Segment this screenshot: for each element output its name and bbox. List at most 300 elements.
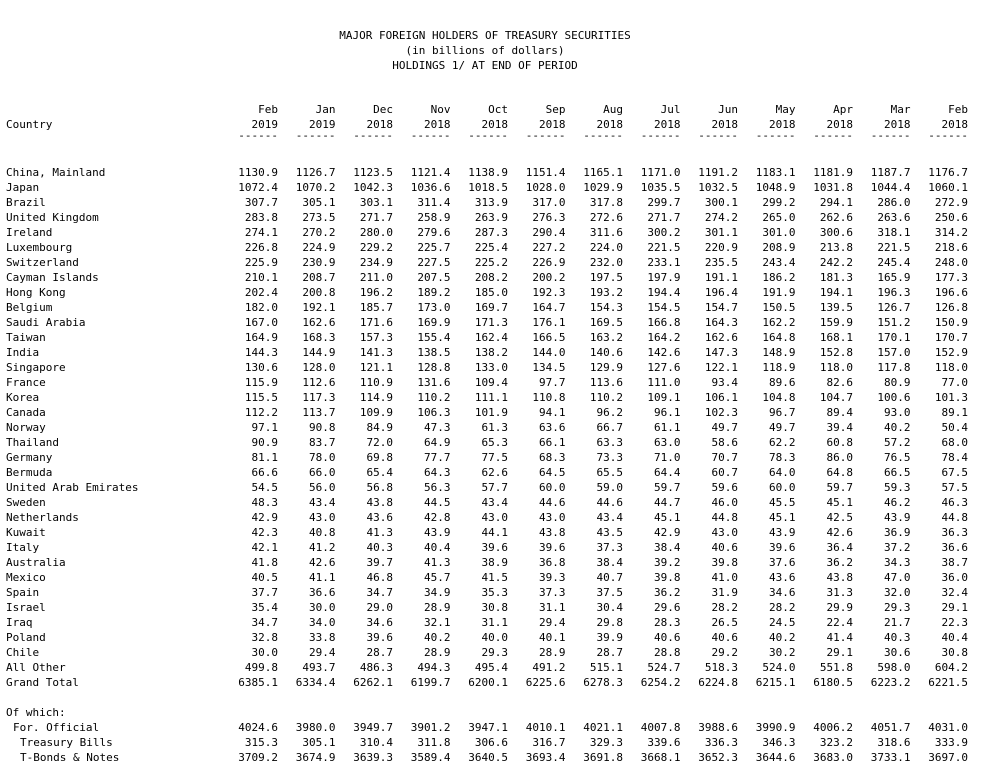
holding-value: 270.2 (302, 226, 336, 239)
holding-value: 42.8 (424, 511, 451, 524)
holding-value: 28.9 (539, 646, 566, 659)
of-which-value: 3644.6 (755, 751, 796, 764)
holding-value: 46.0 (711, 496, 738, 509)
holding-value: 56.3 (424, 481, 451, 494)
of-which-value: 346.3 (762, 736, 796, 749)
holding-value: 218.6 (934, 241, 968, 254)
holding-value: 29.3 (884, 601, 911, 614)
holding-value: 192.3 (532, 286, 566, 299)
country-name: All Other (6, 661, 66, 674)
holding-value: 162.2 (762, 316, 796, 329)
holding-value: 44.6 (539, 496, 566, 509)
holding-value: 150.5 (762, 301, 796, 314)
of-which-value: 3589.4 (410, 751, 451, 764)
title-line-2: (in billions of dollars) (405, 44, 565, 57)
country-name: Bermuda (6, 466, 53, 479)
holding-value: 1171.0 (640, 166, 681, 179)
holding-value: 118.0 (819, 361, 853, 374)
holding-value: 40.7 (596, 571, 623, 584)
holding-value: 49.7 (711, 421, 738, 434)
holding-value: 32.1 (424, 616, 451, 629)
holding-value: 77.5 (481, 451, 508, 464)
holding-value: 167.0 (244, 316, 278, 329)
holding-value: 41.5 (481, 571, 508, 584)
holding-value: 31.1 (539, 601, 566, 614)
holding-value: 263.6 (877, 211, 911, 224)
holding-value: 84.9 (366, 421, 393, 434)
holding-value: 196.6 (934, 286, 968, 299)
holding-value: 43.4 (596, 511, 623, 524)
holding-value: 101.9 (474, 406, 508, 419)
holding-value: 40.1 (539, 631, 566, 644)
holding-value: 1181.9 (813, 166, 853, 179)
holding-value: 78.3 (769, 451, 796, 464)
holding-value: 44.8 (711, 511, 738, 524)
holding-value: 262.6 (819, 211, 853, 224)
holding-value: 45.7 (424, 571, 451, 584)
holding-value: 112.2 (244, 406, 278, 419)
holding-value: 24.5 (769, 616, 796, 629)
holding-value: 155.4 (417, 331, 451, 344)
holding-value: 30.0 (251, 646, 278, 659)
holding-value: 109.9 (359, 406, 393, 419)
holding-value: 106.3 (417, 406, 451, 419)
of-which-value: 339.6 (647, 736, 681, 749)
holding-value: 37.5 (596, 586, 623, 599)
holding-value: 35.4 (251, 601, 278, 614)
holding-value: 34.6 (366, 616, 393, 629)
of-which-value: 3652.3 (698, 751, 738, 764)
holding-value: 227.2 (532, 241, 566, 254)
holding-value: 313.9 (474, 196, 508, 209)
holding-value: 258.9 (417, 211, 451, 224)
holding-value: 290.4 (532, 226, 566, 239)
holding-value: 46.8 (366, 571, 393, 584)
header-year: 2019 (309, 118, 336, 131)
title-line-3: HOLDINGS 1/ AT END OF PERIOD (392, 59, 578, 72)
holding-value: 144.9 (302, 346, 336, 359)
country-name: Thailand (6, 436, 59, 449)
holding-value: 305.1 (302, 196, 336, 209)
holding-value: 29.6 (654, 601, 681, 614)
holding-value: 59.3 (884, 481, 911, 494)
holding-value: 301.1 (704, 226, 738, 239)
holding-value: 6225.6 (525, 676, 566, 689)
of-which-value: 3988.6 (698, 721, 738, 734)
holding-value: 56.8 (366, 481, 393, 494)
header-month: Sep (545, 103, 566, 116)
holding-value: 39.6 (539, 541, 566, 554)
holding-value: 191.1 (704, 271, 738, 284)
of-which-value: 3697.0 (928, 751, 968, 764)
holding-value: 115.5 (244, 391, 278, 404)
holding-value: 49.7 (769, 421, 796, 434)
of-which-value: 3640.5 (468, 751, 508, 764)
country-name: Canada (6, 406, 46, 419)
holding-value: 32.0 (884, 586, 911, 599)
holding-value: 234.9 (359, 256, 393, 269)
holding-value: 515.1 (589, 661, 623, 674)
holding-value: 39.8 (654, 571, 681, 584)
of-which-value: 4021.1 (583, 721, 623, 734)
of-which-value: 318.6 (877, 736, 911, 749)
holding-value: 40.3 (884, 631, 911, 644)
holding-value: 299.2 (762, 196, 796, 209)
holding-value: 64.4 (654, 466, 681, 479)
holding-value: 154.5 (647, 301, 681, 314)
holding-value: 299.7 (647, 196, 681, 209)
holding-value: 43.0 (481, 511, 508, 524)
country-name: Spain (6, 586, 40, 599)
holding-value: 44.1 (481, 526, 508, 539)
of-which-name: Treasury Bills (20, 736, 113, 749)
holding-value: 225.4 (474, 241, 508, 254)
holding-value: 1028.0 (525, 181, 566, 194)
holding-value: 39.2 (654, 556, 681, 569)
holding-value: 30.8 (481, 601, 508, 614)
holding-value: 83.7 (309, 436, 336, 449)
holding-value: 93.4 (711, 376, 738, 389)
header-month: Feb (258, 103, 278, 116)
holding-value: 194.1 (819, 286, 853, 299)
holding-value: 65.3 (481, 436, 508, 449)
holding-value: 202.4 (244, 286, 278, 299)
holding-value: 63.6 (539, 421, 566, 434)
holding-value: 163.2 (589, 331, 623, 344)
holding-value: 1138.9 (468, 166, 508, 179)
of-which-value: 315.3 (244, 736, 278, 749)
holding-value: 1176.7 (928, 166, 968, 179)
holding-value: 122.1 (704, 361, 738, 374)
of-which-value: 3674.9 (295, 751, 336, 764)
country-name: Belgium (6, 301, 53, 314)
header-year: 2018 (596, 118, 623, 131)
holding-value: 30.6 (884, 646, 911, 659)
country-name: Luxembourg (6, 241, 73, 254)
holding-value: 265.0 (762, 211, 796, 224)
holding-value: 243.4 (762, 256, 796, 269)
holding-value: 100.6 (877, 391, 911, 404)
holding-value: 181.3 (819, 271, 853, 284)
holding-value: 59.7 (654, 481, 681, 494)
of-which-value: 336.3 (704, 736, 738, 749)
holding-value: 32.4 (941, 586, 968, 599)
holding-value: 300.6 (819, 226, 853, 239)
holding-value: 112.6 (302, 376, 336, 389)
holding-value: 210.1 (244, 271, 278, 284)
holding-value: 61.1 (654, 421, 681, 434)
holding-value: 39.6 (481, 541, 508, 554)
holding-value: 294.1 (819, 196, 853, 209)
holding-value: 189.2 (417, 286, 451, 299)
holding-value: 29.1 (826, 646, 853, 659)
holding-value: 97.7 (539, 376, 566, 389)
of-which-value: 4006.2 (813, 721, 853, 734)
header-dash-rule: ------ (583, 129, 623, 142)
header-month: Jul (660, 103, 681, 116)
country-name: Brazil (6, 196, 46, 209)
holding-value: 37.7 (251, 586, 278, 599)
holding-value: 1126.7 (295, 166, 336, 179)
holding-value: 110.2 (589, 391, 623, 404)
holding-value: 151.2 (877, 316, 911, 329)
holding-value: 28.7 (596, 646, 623, 659)
country-name: Korea (6, 391, 40, 404)
holding-value: 248.0 (934, 256, 968, 269)
holding-value: 46.2 (884, 496, 911, 509)
header-dash-rule: ------ (870, 129, 911, 142)
holding-value: 133.0 (474, 361, 508, 374)
holding-value: 230.9 (302, 256, 336, 269)
holding-value: 63.0 (654, 436, 681, 449)
country-name: Switzerland (6, 256, 79, 269)
holding-value: 43.5 (596, 526, 623, 539)
holding-value: 78.4 (941, 451, 968, 464)
holding-value: 148.9 (762, 346, 796, 359)
holding-value: 68.0 (941, 436, 968, 449)
holding-value: 41.4 (826, 631, 853, 644)
holding-value: 43.9 (884, 511, 911, 524)
holding-value: 208.9 (762, 241, 796, 254)
of-which-value: 316.7 (532, 736, 566, 749)
of-which-name: T-Bonds & Notes (20, 751, 120, 764)
title-line-1: MAJOR FOREIGN HOLDERS OF TREASURY SECURITIES (339, 29, 631, 42)
holding-value: 147.3 (704, 346, 738, 359)
header-year: 2018 (884, 118, 911, 131)
header-dash-rule: ------ (525, 129, 566, 142)
of-which-value: 3949.7 (353, 721, 393, 734)
holding-value: 235.5 (704, 256, 738, 269)
holding-value: 303.1 (359, 196, 393, 209)
holding-value: 81.1 (251, 451, 278, 464)
holding-value: 224.9 (302, 241, 336, 254)
holding-value: 211.0 (359, 271, 393, 284)
holding-value: 191.9 (762, 286, 796, 299)
holding-value: 36.2 (826, 556, 853, 569)
holding-value: 68.3 (539, 451, 566, 464)
holding-value: 1035.5 (640, 181, 681, 194)
holding-value: 194.4 (647, 286, 681, 299)
holding-value: 162.6 (302, 316, 336, 329)
holding-value: 208.7 (302, 271, 336, 284)
holding-value: 307.7 (244, 196, 278, 209)
holding-value: 486.3 (359, 661, 393, 674)
country-name: United Kingdom (6, 211, 99, 224)
header-dash-rule: ------ (813, 129, 853, 142)
holding-value: 40.6 (711, 541, 738, 554)
holding-value: 43.0 (309, 511, 336, 524)
country-name: Italy (6, 541, 40, 554)
holding-value: 164.2 (647, 331, 681, 344)
holding-value: 1070.2 (295, 181, 336, 194)
holding-value: 93.0 (884, 406, 911, 419)
holding-value: 26.5 (711, 616, 738, 629)
of-which-value: 4031.0 (928, 721, 968, 734)
holding-value: 80.9 (884, 376, 911, 389)
holding-value: 110.9 (359, 376, 393, 389)
holding-value: 35.3 (481, 586, 508, 599)
country-name: Saudi Arabia (6, 316, 86, 329)
holding-value: 499.8 (244, 661, 278, 674)
holding-value: 36.6 (309, 586, 336, 599)
holding-value: 110.2 (417, 391, 451, 404)
holding-value: 66.5 (884, 466, 911, 479)
holding-value: 1165.1 (583, 166, 623, 179)
country-name: Australia (6, 556, 66, 569)
holding-value: 6200.1 (468, 676, 508, 689)
holding-value: 154.7 (704, 301, 738, 314)
holding-value: 66.0 (309, 466, 336, 479)
holding-value: 77.7 (424, 451, 451, 464)
holding-value: 286.0 (877, 196, 911, 209)
holding-value: 43.9 (424, 526, 451, 539)
holding-value: 225.9 (244, 256, 278, 269)
holding-value: 43.0 (539, 511, 566, 524)
of-which-value: 323.2 (819, 736, 853, 749)
holding-value: 40.6 (654, 631, 681, 644)
holding-value: 60.0 (769, 481, 796, 494)
holding-value: 40.2 (884, 421, 911, 434)
holding-value: 28.3 (654, 616, 681, 629)
holding-value: 1121.4 (410, 166, 451, 179)
holding-value: 162.6 (704, 331, 738, 344)
holding-value: 28.9 (424, 601, 451, 614)
holding-value: 1018.5 (468, 181, 508, 194)
holding-value: 37.3 (596, 541, 623, 554)
holding-value: 72.0 (366, 436, 393, 449)
holding-value: 50.4 (941, 421, 968, 434)
holding-value: 233.1 (647, 256, 681, 269)
holding-value: 301.0 (762, 226, 796, 239)
holding-value: 185.0 (474, 286, 508, 299)
country-name: Israel (6, 601, 46, 614)
holding-value: 311.4 (417, 196, 451, 209)
holding-value: 34.3 (884, 556, 911, 569)
holding-value: 22.3 (941, 616, 968, 629)
holding-value: 213.8 (819, 241, 853, 254)
holding-value: 38.7 (941, 556, 968, 569)
holding-value: 29.1 (941, 601, 968, 614)
holding-value: 69.8 (366, 451, 393, 464)
holding-value: 598.0 (877, 661, 911, 674)
holding-value: 1187.7 (870, 166, 911, 179)
holding-value: 34.7 (366, 586, 393, 599)
holding-value: 54.5 (251, 481, 278, 494)
holding-value: 86.0 (826, 451, 853, 464)
holding-value: 58.6 (711, 436, 738, 449)
holding-value: 186.2 (762, 271, 796, 284)
holding-value: 59.0 (596, 481, 623, 494)
holding-value: 171.3 (474, 316, 508, 329)
holding-value: 6223.2 (870, 676, 911, 689)
of-which-value: 3990.9 (755, 721, 796, 734)
holding-value: 182.0 (244, 301, 278, 314)
holding-value: 66.7 (596, 421, 623, 434)
holding-value: 6221.5 (928, 676, 968, 689)
holding-value: 207.5 (417, 271, 451, 284)
country-name: India (6, 346, 40, 359)
holding-value: 144.3 (244, 346, 278, 359)
holding-value: 138.2 (474, 346, 508, 359)
holding-value: 65.5 (596, 466, 623, 479)
holding-value: 226.8 (244, 241, 278, 254)
holding-value: 43.9 (769, 526, 796, 539)
header-month: Feb (948, 103, 968, 116)
holding-value: 1048.9 (755, 181, 796, 194)
country-column-header: Country (6, 118, 53, 131)
holding-value: 131.6 (417, 376, 451, 389)
header-month: Aug (603, 103, 623, 116)
holding-value: 41.2 (309, 541, 336, 554)
holding-value: 64.3 (424, 466, 451, 479)
holding-value: 6215.1 (755, 676, 796, 689)
holding-value: 102.3 (704, 406, 738, 419)
holding-value: 37.6 (769, 556, 796, 569)
holding-value: 101.3 (934, 391, 968, 404)
holding-value: 64.8 (826, 466, 853, 479)
holding-value: 40.4 (941, 631, 968, 644)
country-name: Iraq (6, 616, 33, 629)
holding-value: 200.8 (302, 286, 336, 299)
holding-value: 524.7 (647, 661, 681, 674)
holding-value: 250.6 (934, 211, 968, 224)
holding-value: 37.3 (539, 586, 566, 599)
holding-value: 164.3 (704, 316, 738, 329)
holding-value: 227.5 (417, 256, 451, 269)
holding-value: 43.4 (481, 496, 508, 509)
holding-value: 169.7 (474, 301, 508, 314)
holding-value: 96.2 (596, 406, 623, 419)
country-name: Chile (6, 646, 40, 659)
holding-value: 36.2 (654, 586, 681, 599)
holding-value: 33.8 (309, 631, 336, 644)
country-name: France (6, 376, 46, 389)
holding-value: 22.4 (826, 616, 853, 629)
holding-value: 31.1 (481, 616, 508, 629)
holding-value: 39.7 (366, 556, 393, 569)
holding-value: 242.2 (819, 256, 853, 269)
holding-value: 47.0 (884, 571, 911, 584)
holding-value: 139.5 (819, 301, 853, 314)
country-name: Taiwan (6, 331, 46, 344)
of-which-value: 3639.3 (353, 751, 393, 764)
holding-value: 28.9 (424, 646, 451, 659)
holding-value: 41.8 (251, 556, 278, 569)
header-year: 2018 (826, 118, 853, 131)
holding-value: 493.7 (302, 661, 336, 674)
holding-value: 1029.9 (583, 181, 623, 194)
holding-value: 38.4 (596, 556, 623, 569)
holding-value: 38.9 (481, 556, 508, 569)
holding-value: 287.3 (474, 226, 508, 239)
header-year: 2018 (481, 118, 508, 131)
country-name: Norway (6, 421, 46, 434)
holding-value: 43.8 (826, 571, 853, 584)
holding-value: 39.6 (769, 541, 796, 554)
holding-value: 60.0 (539, 481, 566, 494)
holding-value: 57.7 (481, 481, 508, 494)
holding-value: 274.2 (704, 211, 738, 224)
holding-value: 193.2 (589, 286, 623, 299)
holding-value: 164.7 (532, 301, 566, 314)
holding-value: 111.0 (647, 376, 681, 389)
header-dash-rule: ------ (640, 129, 681, 142)
holding-value: 48.3 (251, 496, 278, 509)
holding-value: 311.6 (589, 226, 623, 239)
holding-value: 71.0 (654, 451, 681, 464)
holding-value: 229.2 (359, 241, 393, 254)
holding-value: 1031.8 (813, 181, 853, 194)
